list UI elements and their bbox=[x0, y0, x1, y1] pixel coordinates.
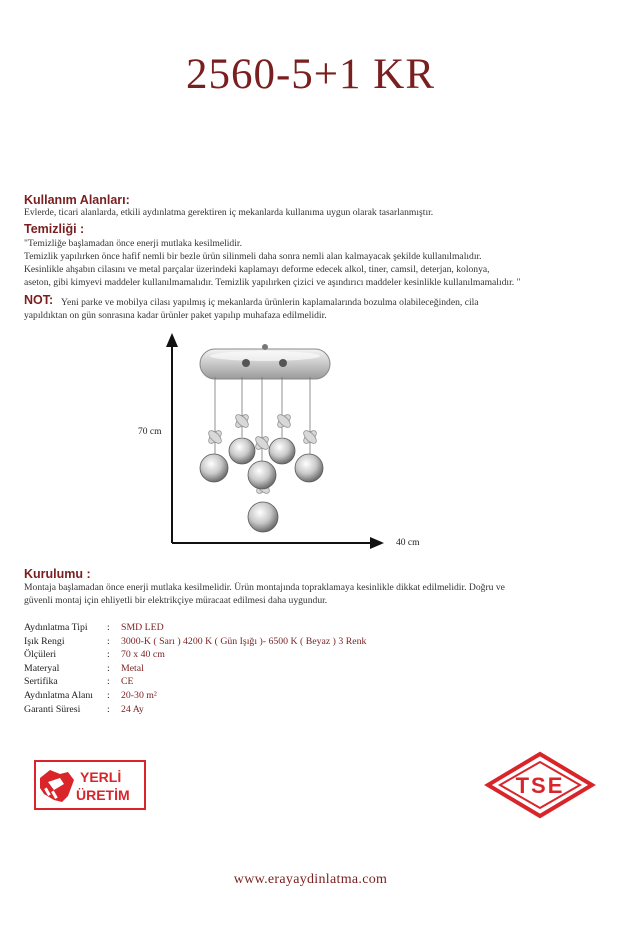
cleaning-line-1: "Temizliğe başlamadan önce enerji mutlaka kesilmelidir. bbox=[24, 238, 242, 249]
tse-logo bbox=[484, 751, 596, 819]
cleaning-heading: Temizliği : bbox=[24, 222, 85, 236]
cleaning-line-4: aseton, gibi kimyevi maddeler kullanılmamalıdır. Temizlik yapılırken çizici ve aşındırıcı maddeler kesinlikle kullanılmamalıdır. " bbox=[24, 277, 521, 288]
spec-row: Sertifika : CE bbox=[24, 676, 134, 688]
installation-line-2: güvenli montaj için ehliyetli bir elektrikçiye müracaat edilmesi daha uygundur. bbox=[24, 595, 328, 606]
badge-line-1: YERLİ bbox=[80, 769, 122, 785]
spec-row: Ölçüleri : 70 x 40 cm bbox=[24, 649, 165, 661]
badge-line-2: ÜRETİM bbox=[76, 787, 130, 803]
product-title: 2560-5+1 KR bbox=[185, 51, 436, 98]
local-production-badge bbox=[34, 760, 146, 810]
spec-row: Garanti Süresi : 24 Ay bbox=[24, 703, 144, 715]
crystal-balls bbox=[200, 438, 323, 532]
note-line-1: Yeni parke ve mobilya cilası yapılmış iç mekanlarda ürünlerin kaplamalarında bozulma olabileceğinden, cila bbox=[61, 297, 479, 308]
spec-row: Aydınlatma Tipi : SMD LED bbox=[24, 622, 164, 633]
spec-row: Materyal : Metal bbox=[24, 662, 144, 674]
cleaning-line-3: Kesinlikle ahşabın cilasını ve metal parçalar üzerindeki kaplamayı deforme edecek alkol, tiner, camsil, deterjan, kolonya, bbox=[24, 264, 490, 275]
height-label: 70 cm bbox=[138, 427, 162, 437]
installation-line-1: Montaja başlamadan önce enerji mutlaka kesilmelidir. Ürün montajında topraklamaya kesinlikle dikkat edilmelidir. Doğru ve bbox=[24, 582, 505, 593]
note-heading: NOT: bbox=[24, 293, 54, 307]
note-line-2: yapıldıktan on gün sonrasına kadar ürünler paket yapılıp muhafaza edilmelidir. bbox=[24, 310, 327, 321]
usage-text: Evlerde, ticari alanlarda, etkili aydınlatma gerektiren iç mekanlarda kullanıma uygun olarak tasarlanmıştır. bbox=[24, 207, 434, 218]
width-label: 40 cm bbox=[396, 538, 420, 548]
installation-heading: Kurulumu : bbox=[24, 567, 91, 581]
spec-table bbox=[24, 621, 366, 716]
ceiling-plate bbox=[200, 344, 330, 379]
website-link[interactable]: www.erayaydinlatma.com bbox=[233, 872, 388, 887]
tse-text: TSE bbox=[515, 773, 565, 798]
spec-row: Işık Rengi : 3000-K ( Sarı ) 4200 K ( Gün Işığı )- 6500 K ( Beyaz ) 3 Renk bbox=[24, 635, 367, 647]
note-text bbox=[24, 296, 594, 322]
usage-heading: Kullanım Alanları: bbox=[24, 193, 130, 207]
cleaning-line-2: Temizlik yapılırken önce hafif nemli bir bezle ürün silinmeli daha sonra nemli alan kalmayacak şekilde kullanılmalıdır. bbox=[24, 251, 482, 262]
spec-row: Aydınlatma Alanı : 20-30 m² bbox=[24, 689, 157, 701]
product-illustration bbox=[0, 325, 621, 560]
